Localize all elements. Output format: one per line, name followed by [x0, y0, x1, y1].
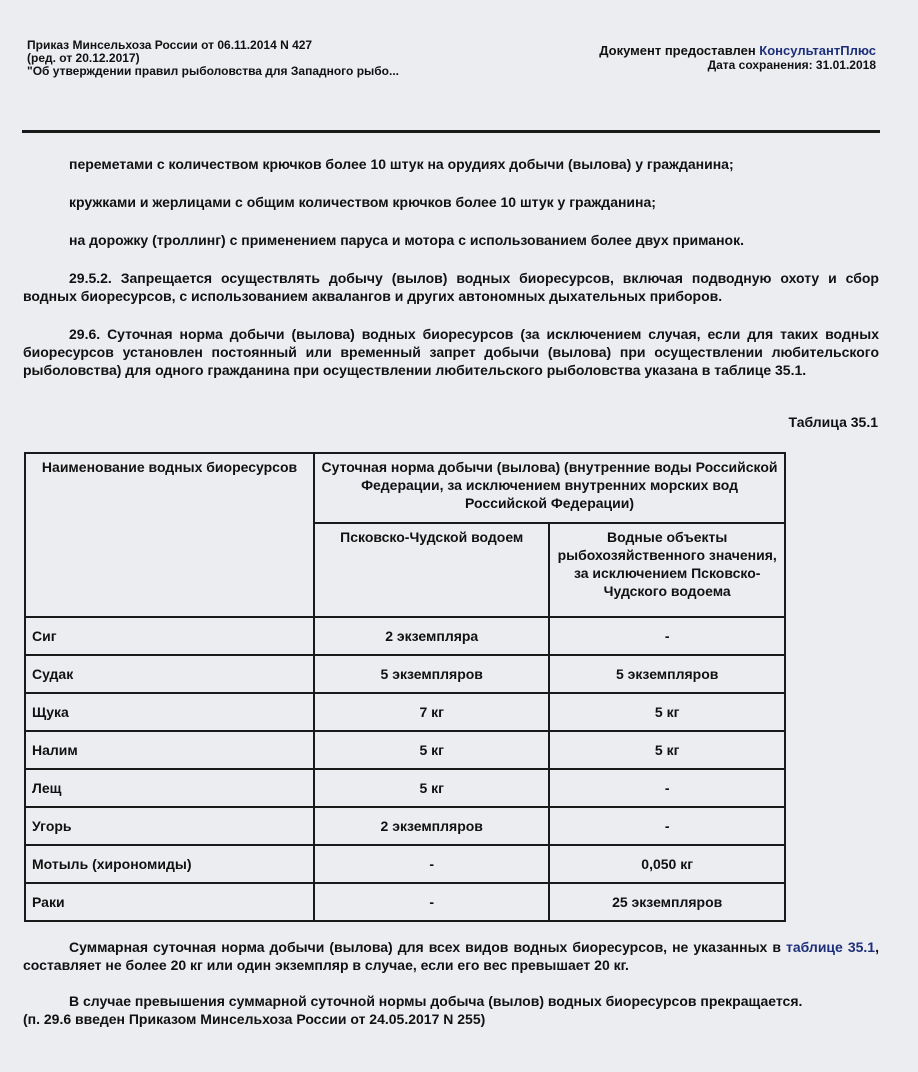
cell-pskov: 5 кг [314, 769, 549, 807]
table-row [25, 883, 785, 921]
paragraph-29-6: 29.6. Суточная норма добычи (вылова) водных биоресурсов (за исключением случая, если для таких водных биоресурсов установлен постоянный или временный запрет добычи (вылова) при осуществлении любительского рыболовства) для одного гражданина при осуществлении любительского рыболовства указана в таблице 35.1. [23, 326, 879, 378]
saved-date: Дата сохранения: 31.01.2018 [707, 58, 876, 72]
amendment-note: (п. 29.6 введен Приказом Минсельхоза России от 24.05.2017 N 255) [23, 1011, 486, 1027]
cell-pskov: 2 экземпляра [314, 617, 549, 655]
order-title: Приказ Минсельхоза России от 06.11.2014 N 427 [27, 38, 313, 52]
table-35-1-link[interactable]: таблице 35.1 [785, 939, 876, 955]
after-table-text [23, 938, 879, 1028]
table-row [25, 655, 785, 693]
table-row [25, 731, 785, 769]
cell-name: Сиг [25, 617, 314, 655]
paragraph-exceed: В случае превышения суммарной суточной нормы добыча (вылов) водных биоресурсов прекращается. [69, 993, 803, 1009]
cell-other: 5 кг [549, 693, 785, 731]
catch-norms-table [24, 452, 786, 922]
header-cell-pskov: Псковско-Чудской водоем [314, 523, 549, 617]
header-cell-name: Наименование водных биоресурсов [25, 453, 314, 617]
cell-other: 5 кг [549, 731, 785, 769]
table-row [25, 807, 785, 845]
cell-other: 5 экземпляров [549, 655, 785, 693]
document-header-right [599, 44, 876, 72]
cell-pskov: 7 кг [314, 693, 549, 731]
cell-other: 0,050 кг [549, 845, 785, 883]
cell-other: - [549, 617, 785, 655]
cell-name: Лещ [25, 769, 314, 807]
cell-name: Раки [25, 883, 314, 921]
provider-link[interactable]: КонсультантПлюс [759, 43, 876, 58]
table-caption: Таблица 35.1 [788, 414, 878, 430]
cell-name: Судак [25, 655, 314, 693]
cell-name: Мотыль (хирономиды) [25, 845, 314, 883]
paragraph-sum-norm: Суммарная суточная норма добычи (вылова) для всех видов водных биоресурсов, не указанных в таблице 35.1, составляет не более 20 кг или один экземпляр в случае, если его вес превышает 20 кг. [23, 939, 879, 973]
cell-other: 25 экземпляров [549, 883, 785, 921]
header-cell-norm: Суточная норма добычи (вылова) (внутренние воды Российской Федерации, за исключением внутренних морских вод Российской Федерации) [314, 453, 785, 523]
document-header-left [27, 39, 399, 78]
cell-pskov: 2 экземпляров [314, 807, 549, 845]
cell-name: Угорь [25, 807, 314, 845]
header-divider [22, 130, 880, 133]
provided-by: Документ предоставлен КонсультантПлюс [599, 43, 876, 58]
table-row [25, 845, 785, 883]
order-subject: "Об утверждении правил рыболовства для Западного рыбо... [27, 64, 400, 78]
revision-date: (ред. от 20.12.2017) [27, 51, 140, 65]
cell-pskov: - [314, 883, 549, 921]
list-item: на дорожку (троллинг) с применением паруса и мотора с использованием более двух приманок. [69, 232, 744, 248]
list-item: кружками и жерлицами с общим количеством крючков более 10 штук у гражданина; [69, 194, 656, 210]
cell-pskov: - [314, 845, 549, 883]
table-row [25, 769, 785, 807]
cell-other: - [549, 769, 785, 807]
cell-pskov: 5 экземпляров [314, 655, 549, 693]
table-row [25, 693, 785, 731]
cell-other: - [549, 807, 785, 845]
cell-pskov: 5 кг [314, 731, 549, 769]
table-row [25, 617, 785, 655]
list-item: переметами с количеством крючков более 10 штук на орудиях добычи (вылова) у гражданина; [69, 156, 734, 172]
document-body [23, 155, 879, 379]
header-cell-other: Водные объекты рыбохозяйственного значения, за исключением Псковско-Чудского водоема [549, 523, 785, 617]
paragraph-29-5-2: 29.5.2. Запрещается осуществлять добычу (вылов) водных биоресурсов, включая подводную охоту и сбор водных биоресурсов, с использованием аквалангов и других автономных дыхательных приборов. [23, 270, 879, 304]
cell-name: Налим [25, 731, 314, 769]
cell-name: Щука [25, 693, 314, 731]
